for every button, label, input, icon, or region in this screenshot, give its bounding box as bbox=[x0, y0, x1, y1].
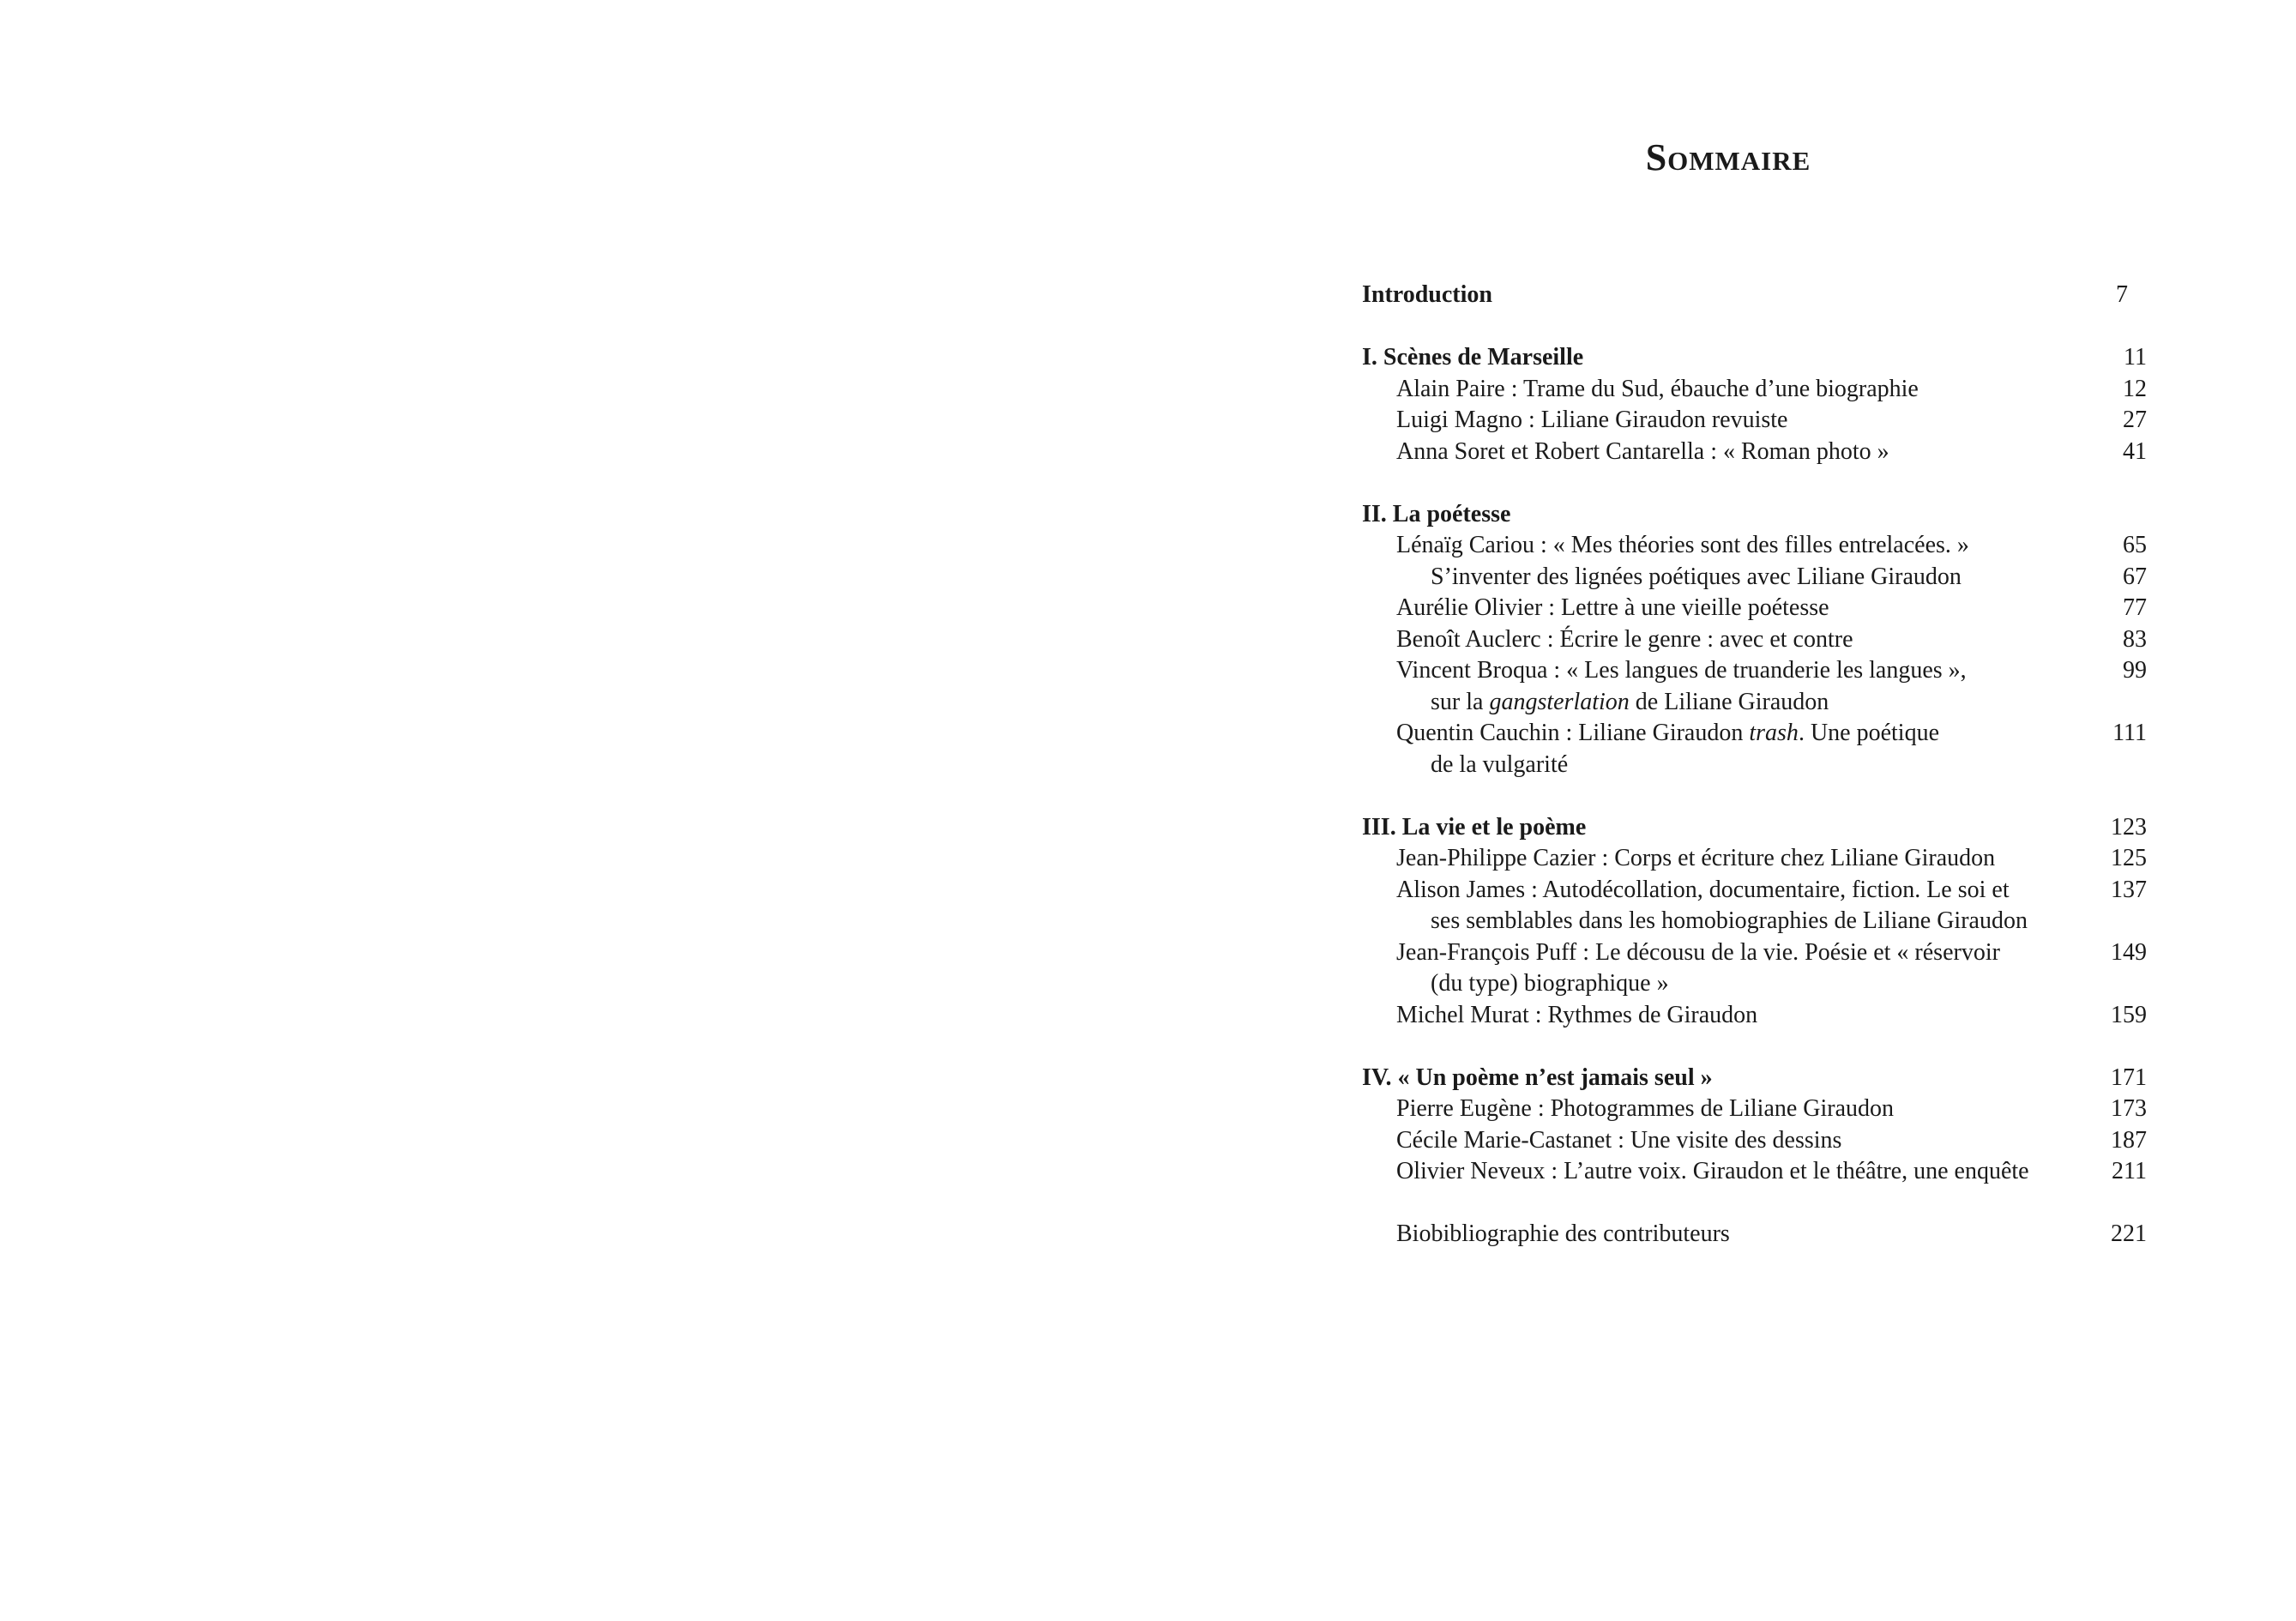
toc-italic-term: gangsterlation bbox=[1489, 688, 1630, 715]
toc-entry-title: I. Scènes de Marseille bbox=[1362, 344, 1584, 371]
toc-entry bbox=[1362, 843, 2147, 875]
toc-page-number: 123 bbox=[2111, 813, 2147, 841]
toc-page-number: 67 bbox=[2123, 563, 2147, 590]
toc-page-number: 41 bbox=[2123, 437, 2147, 465]
toc-page-number: 149 bbox=[2111, 938, 2147, 966]
toc-entry-title: Lénaïg Cariou : « Mes théories sont des filles entrelacées. » bbox=[1396, 532, 1969, 558]
toc-page-number: 11 bbox=[2124, 344, 2147, 371]
toc-page-number: 159 bbox=[2111, 1001, 2147, 1028]
toc-page-number: 221 bbox=[2111, 1220, 2147, 1247]
toc-entry-title: Vincent Broqua : « Les langues de truanderie les langues », bbox=[1396, 657, 1967, 684]
toc-page-number: 211 bbox=[2112, 1158, 2147, 1184]
toc-page-number: 125 bbox=[2111, 845, 2147, 871]
toc-page-number: 65 bbox=[2123, 532, 2147, 558]
toc-entry bbox=[1362, 1125, 2147, 1157]
toc-entry-continuation bbox=[1362, 906, 2147, 937]
toc-section-heading bbox=[1362, 280, 2147, 311]
toc-entry-title: (du type) biographique » bbox=[1431, 970, 1669, 997]
toc-section-heading bbox=[1362, 812, 2147, 844]
toc-entry-title: Alison James : Autodécollation, documentaire, fiction. Le soi et bbox=[1396, 876, 2010, 903]
toc-entry-title: Cécile Marie-Castanet : Une visite des dessins bbox=[1396, 1126, 1842, 1154]
toc-entry-continuation bbox=[1362, 562, 2147, 594]
toc-entry-title: Jean-François Puff : Le décousu de la vie. Poésie et « réservoir bbox=[1396, 938, 2000, 966]
toc-entry bbox=[1362, 405, 2147, 437]
toc-entry-title: Introduction bbox=[1362, 281, 1492, 308]
toc-entry bbox=[1362, 875, 2147, 907]
toc-page-number: 7 bbox=[2116, 281, 2128, 308]
toc-entry bbox=[1362, 937, 2147, 969]
toc-entry bbox=[1362, 593, 2147, 624]
toc-entry-title: Quentin Cauchin : Liliane Giraudon trash. Une poétique bbox=[1396, 720, 1939, 746]
toc-entry bbox=[1362, 437, 2147, 468]
toc-entry-title: II. La poétesse bbox=[1362, 500, 1511, 527]
toc-entry-title: Pierre Eugène : Photogrammes de Liliane Giraudon bbox=[1396, 1095, 1895, 1122]
toc-italic-term: trash bbox=[1749, 720, 1799, 746]
toc-entry bbox=[1362, 374, 2147, 406]
toc-entry bbox=[1362, 1000, 2147, 1032]
toc-spacer bbox=[1362, 467, 2147, 499]
toc-entry-title: IV. « Un poème n’est jamais seul » bbox=[1362, 1064, 1713, 1091]
table-of-contents bbox=[1362, 280, 2147, 1250]
toc-section-heading bbox=[1362, 499, 2147, 531]
toc-entry-title: Michel Murat : Rythmes de Giraudon bbox=[1396, 1001, 1758, 1028]
toc-spacer bbox=[1362, 780, 2147, 812]
toc-page-number: 83 bbox=[2123, 625, 2147, 653]
toc-page-number: 99 bbox=[2123, 657, 2147, 684]
toc-spacer bbox=[1362, 311, 2147, 343]
toc-section-heading bbox=[1362, 1063, 2147, 1094]
toc-entry-title: Jean-Philippe Cazier : Corps et écriture chez Liliane Giraudon bbox=[1396, 845, 1996, 871]
toc-entry bbox=[1362, 718, 2147, 750]
toc-entry-title: Benoît Auclerc : Écrire le genre : avec et contre bbox=[1396, 625, 1853, 653]
toc-page-number: 12 bbox=[2123, 375, 2147, 402]
toc-page-number: 27 bbox=[2123, 407, 2147, 433]
toc-entry-continuation bbox=[1362, 750, 2147, 781]
toc-entry-title: ses semblables dans les homobiographies de Liliane Giraudon bbox=[1431, 907, 2028, 934]
toc-page-number: 171 bbox=[2111, 1064, 2147, 1091]
toc-entry-title: Alain Paire : Trame du Sud, ébauche d’une biographie bbox=[1396, 375, 1919, 402]
toc-entry-title: Aurélie Olivier : Lettre à une vieille poétesse bbox=[1396, 594, 1829, 621]
toc-page-number: 187 bbox=[2111, 1126, 2147, 1154]
toc-entry-title: III. La vie et le poème bbox=[1362, 813, 1587, 841]
toc-entry-continuation bbox=[1362, 687, 2147, 719]
toc-entry bbox=[1362, 1094, 2147, 1125]
toc-entry bbox=[1362, 655, 2147, 687]
toc-entry bbox=[1362, 624, 2147, 656]
toc-page-number: 173 bbox=[2111, 1095, 2147, 1122]
toc-entry-title: Biobibliographie des contributeurs bbox=[1396, 1220, 1730, 1247]
toc-entry bbox=[1362, 1156, 2147, 1188]
toc-entry-title: Anna Soret et Robert Cantarella : « Roman photo » bbox=[1396, 437, 1889, 465]
toc-entry bbox=[1362, 1219, 2147, 1250]
toc-entry-title: Luigi Magno : Liliane Giraudon revuiste bbox=[1396, 407, 1788, 433]
toc-section-heading bbox=[1362, 342, 2147, 374]
toc-entry-title: S’inventer des lignées poétiques avec Liliane Giraudon bbox=[1431, 563, 1962, 590]
page-title: Sommaire bbox=[1645, 136, 1811, 178]
toc-entry bbox=[1362, 530, 2147, 562]
toc-page-number: 111 bbox=[2112, 720, 2147, 746]
toc-entry-title: sur la gangsterlation de Liliane Giraudon bbox=[1431, 688, 1829, 715]
toc-spacer bbox=[1362, 1188, 2147, 1220]
toc-entry-title: Olivier Neveux : L’autre voix. Giraudon et le théâtre, une enquête bbox=[1396, 1158, 2029, 1184]
toc-page-number: 77 bbox=[2123, 594, 2147, 621]
toc-spacer bbox=[1362, 1031, 2147, 1063]
toc-entry-title: de la vulgarité bbox=[1431, 750, 1569, 778]
toc-page-number: 137 bbox=[2111, 876, 2147, 903]
toc-entry-continuation bbox=[1362, 968, 2147, 1000]
